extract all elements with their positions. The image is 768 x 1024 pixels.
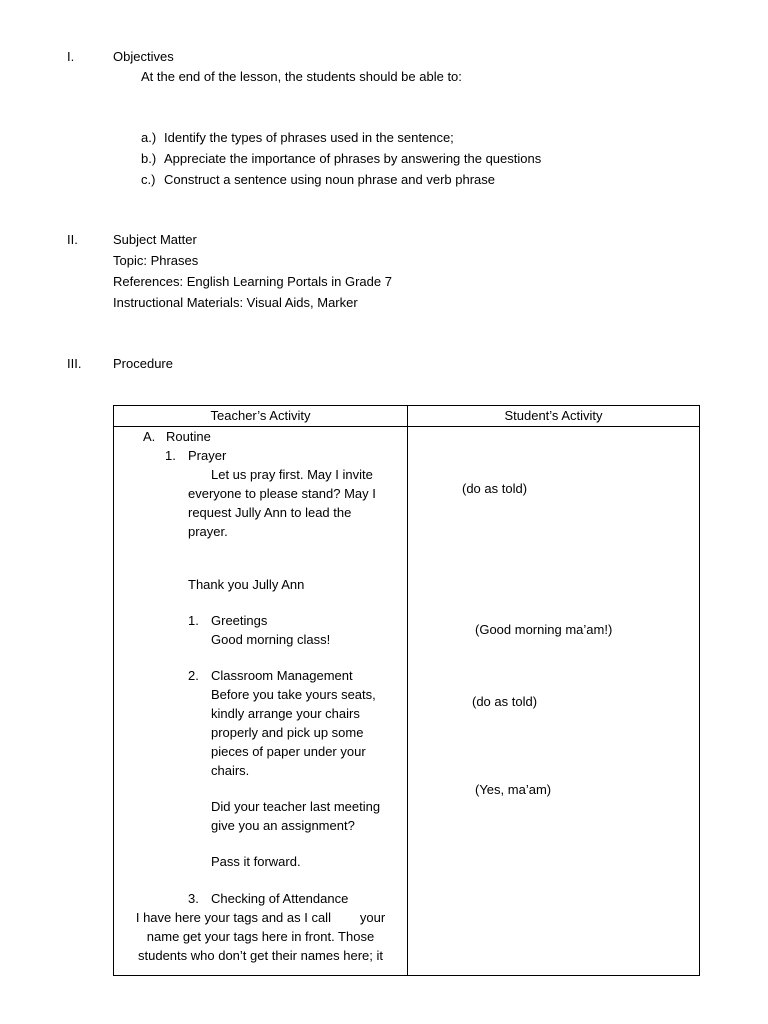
section-numeral: I. (67, 49, 75, 64)
section-title: Procedure (113, 356, 173, 371)
teacher-line: prayer. (188, 524, 228, 539)
references-line: References: English Learning Portals in Grade 7 (113, 274, 392, 289)
objective-item: Appreciate the importance of phrases by answering the questions (164, 151, 542, 166)
teacher-line: properly and pick up some (211, 725, 364, 740)
teacher-line: Before you take yours seats, (211, 687, 376, 702)
objective-item: Construct a sentence using noun phrase and verb phrase (164, 172, 495, 187)
teacher-activity-header: Teacher’s Activity (210, 408, 311, 423)
student-response: (Yes, ma’am) (475, 782, 552, 797)
section-title: Objectives (113, 49, 174, 64)
student-response: (do as told) (462, 481, 528, 496)
column-divider (407, 406, 408, 975)
teacher-line: students who don’t get their names here; it (138, 948, 383, 963)
teacher-line: Thank you Jully Ann (188, 577, 305, 592)
list-marker: 2. (188, 668, 199, 683)
student-activity-header: Student’s Activity (504, 408, 603, 423)
teacher-line: Pass it forward. (211, 854, 301, 869)
teacher-line: give you an assignment? (211, 818, 355, 833)
greetings-heading: Greetings (211, 613, 268, 628)
objectives-intro: At the end of the lesson, the students should be able to: (141, 69, 462, 84)
objective-item: Identify the types of phrases used in the sentence; (164, 130, 454, 145)
section-numeral: III. (67, 356, 82, 371)
list-marker: 1. (165, 448, 176, 463)
teacher-line: everyone to please stand? May I (188, 486, 376, 501)
routine-heading: Routine (166, 429, 211, 444)
list-marker: 1. (188, 613, 199, 628)
prayer-heading: Prayer (188, 448, 227, 463)
teacher-line: request Jully Ann to lead the (188, 505, 352, 520)
objective-marker: a.) (141, 130, 157, 145)
section-numeral: II. (67, 232, 78, 247)
teacher-line: name get your tags here in front. Those (146, 929, 375, 944)
list-marker: 3. (188, 891, 199, 906)
list-marker: A. (143, 429, 156, 444)
teacher-line: I have here your tags and as I call your (135, 910, 386, 925)
teacher-line: kindly arrange your chairs (211, 706, 360, 721)
topic-line: Topic: Phrases (113, 253, 199, 268)
student-response: (Good morning ma’am!) (475, 622, 613, 637)
student-response: (do as told) (472, 694, 538, 709)
teacher-line: pieces of paper under your (211, 744, 366, 759)
teacher-line: Did your teacher last meeting (211, 799, 381, 814)
teacher-line: chairs. (211, 763, 250, 778)
classroom-management-heading: Classroom Management (211, 668, 353, 683)
objective-marker: c.) (141, 172, 156, 187)
procedure-table (113, 405, 700, 976)
objective-marker: b.) (141, 151, 157, 166)
section-title: Subject Matter (113, 232, 197, 247)
attendance-heading: Checking of Attendance (211, 891, 349, 906)
materials-line: Instructional Materials: Visual Aids, Marker (113, 295, 358, 310)
teacher-line: Good morning class! (211, 632, 331, 647)
teacher-line: Let us pray first. May I invite (211, 467, 373, 482)
